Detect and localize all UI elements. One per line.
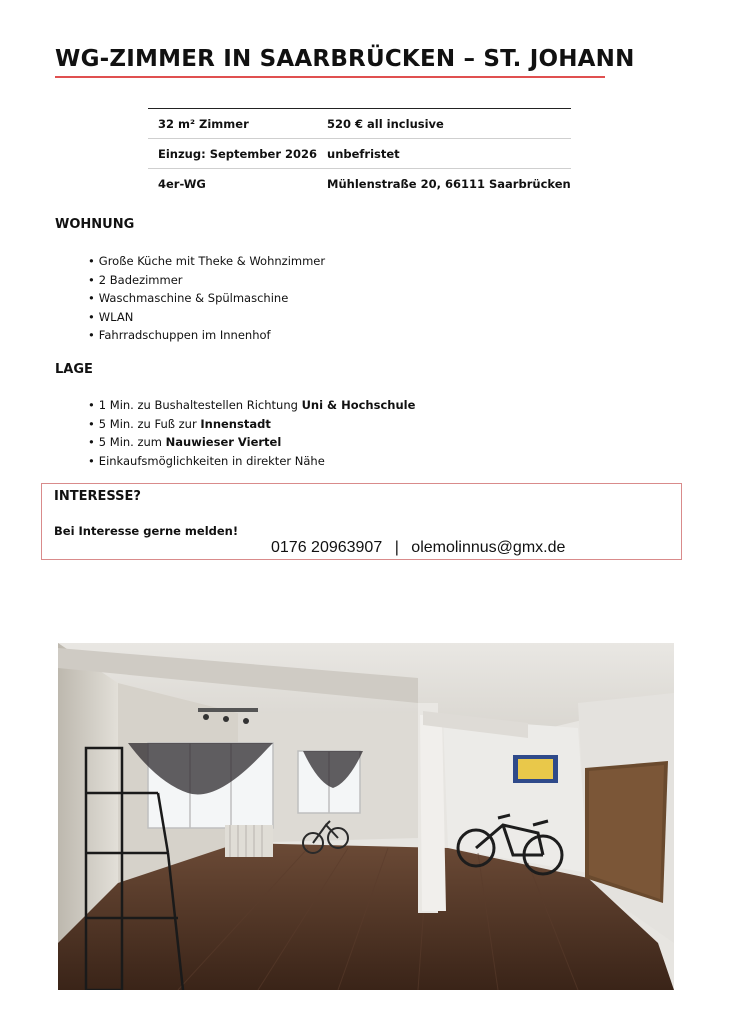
- list-item: [88, 396, 415, 415]
- contact-separator: |: [394, 539, 399, 556]
- contact-phone[interactable]: 0176 20963907: [271, 539, 383, 556]
- list-item: • WLAN: [88, 308, 325, 327]
- fact-duration: unbefristet: [317, 139, 571, 169]
- list-item-text: Einkaufsmöglichkeiten in direkter Nähe: [98, 453, 325, 468]
- contact-email[interactable]: olemolinnus@gmx.de: [411, 539, 566, 556]
- contact-subtitle: Bei Interesse gerne melden!: [54, 524, 239, 538]
- lage-list: [88, 396, 415, 470]
- list-item: • 2 Badezimmer: [88, 271, 325, 290]
- list-item: • Fahrradschuppen im Innenhof: [88, 326, 325, 345]
- contact-box: [41, 483, 682, 560]
- fact-address: Mühlenstraße 20, 66111 Saarbrücken: [327, 176, 571, 191]
- fact-flat-type: 4er-WG: [158, 176, 206, 191]
- title-underline: [55, 76, 605, 78]
- list-item: [88, 452, 415, 471]
- list-item-text: 5 Min. zum: [98, 435, 166, 450]
- section-title-lage: LAGE: [55, 362, 93, 377]
- list-item-text: 5 Min. zu Fuß zur: [98, 416, 201, 431]
- list-item: [88, 415, 415, 434]
- list-item-highlight: Innenstadt: [200, 416, 271, 431]
- list-item: • Waschmaschine & Spülmaschine: [88, 289, 325, 308]
- list-item-highlight: Uni & Hochschule: [301, 398, 416, 412]
- list-item: • Große Küche mit Theke & Wohnzimmer: [88, 252, 325, 271]
- fact-rent: 520 € all inclusive: [317, 109, 571, 139]
- section-title-wohnung: WOHNUNG: [55, 217, 135, 232]
- list-item-text: 1 Min. zu Bushaltestellen Richtung: [98, 398, 302, 412]
- contact-title: INTERESSE?: [54, 489, 141, 504]
- fact-room-size: 32 m² Zimmer: [148, 109, 317, 139]
- table-row: [148, 139, 571, 169]
- list-item: [88, 433, 415, 452]
- list-item-highlight: Nauwieser Viertel: [165, 435, 282, 450]
- wohnung-list: [88, 252, 325, 345]
- contact-line: [271, 539, 565, 557]
- page-title: WG-ZIMMER IN SAARBRÜCKEN – ST. JOHANN: [55, 46, 635, 72]
- table-row: [148, 109, 571, 139]
- facts-table: [148, 108, 571, 198]
- room-photo: [58, 643, 674, 990]
- table-row: [148, 169, 571, 199]
- fact-move-in: Einzug: September 2026: [148, 139, 317, 169]
